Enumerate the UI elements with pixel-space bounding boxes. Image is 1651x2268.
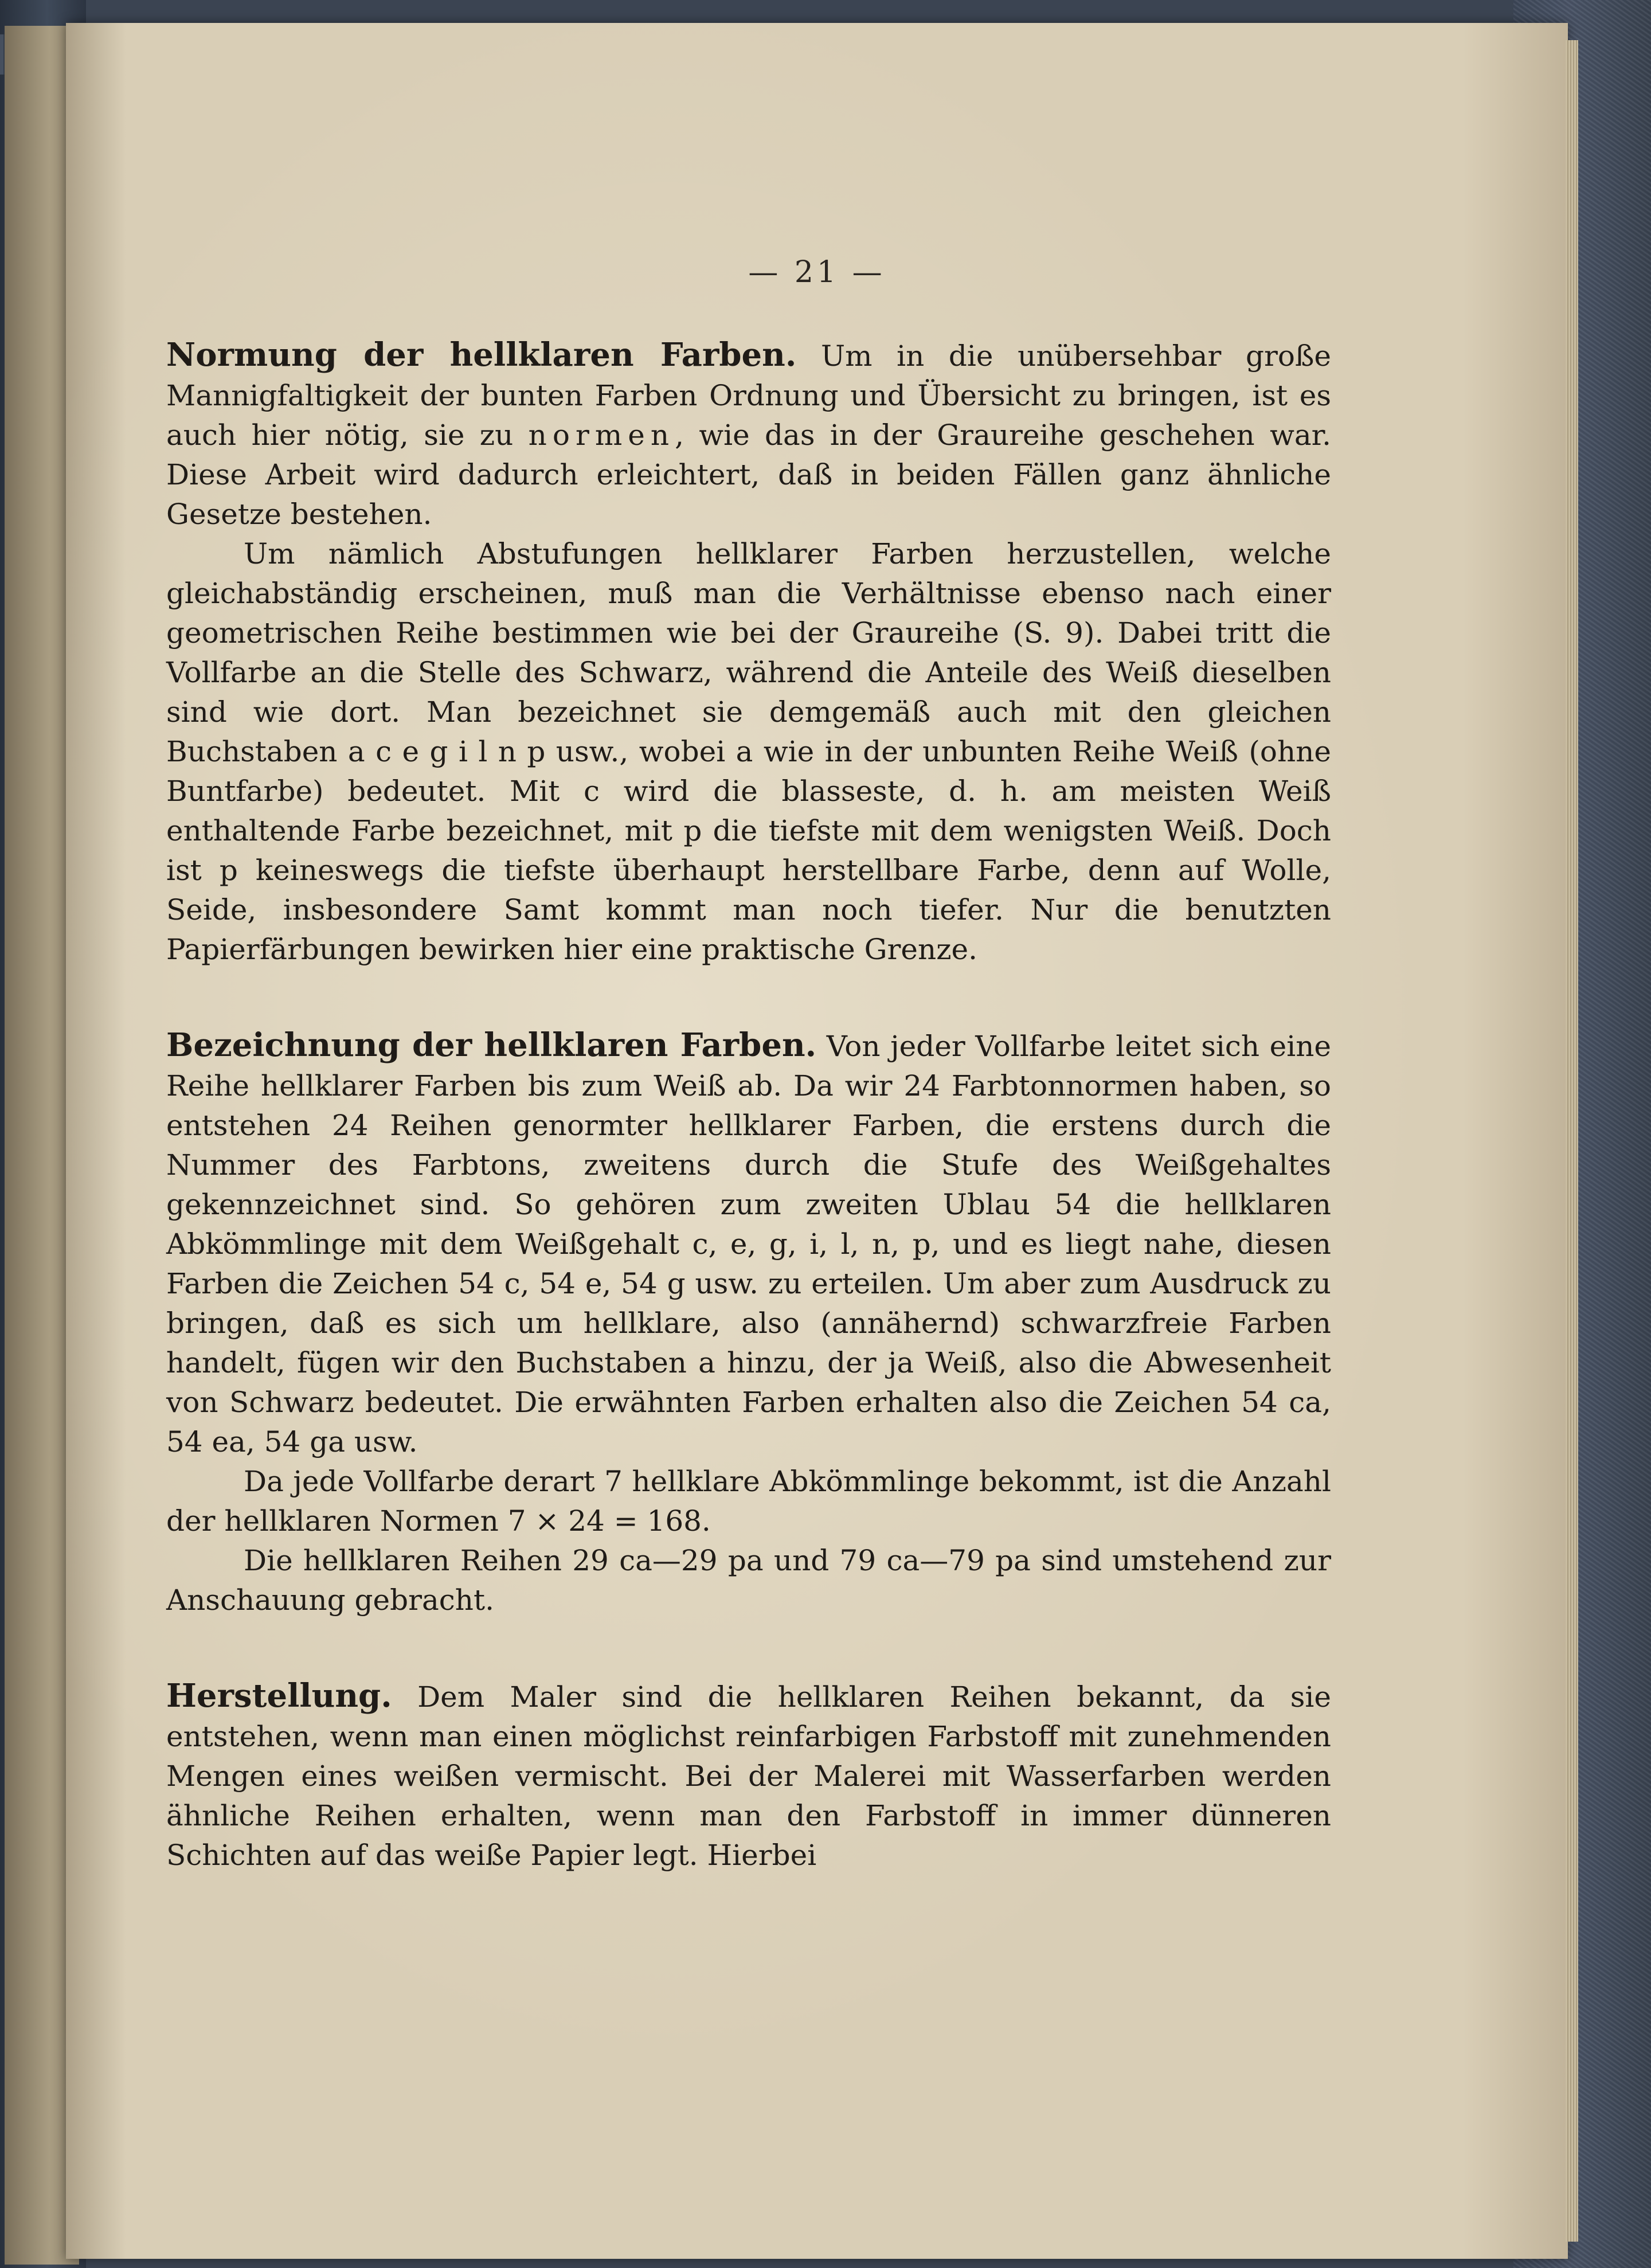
section-heading: Bezeichnung der hellklaren Farben. xyxy=(166,1026,817,1064)
section-heading: Herstellung. xyxy=(166,1677,392,1715)
paragraph xyxy=(166,335,1331,534)
spaced-word: normen xyxy=(528,419,675,452)
paragraph xyxy=(166,1676,1331,1875)
paragraph-text: , wie das in der Graureihe geschehen war. Diese Arbeit wird dadurch erleichtert, daß in beiden Fällen ganz ähnliche Gesetze bestehen. xyxy=(166,419,1331,531)
paragraph: Die hellklaren Reihen 29 ca—29 pa und 79 ca—79 pa sind umstehend zur Anschauung gebracht. xyxy=(166,1544,1331,1617)
paragraph-text: Um in die unübersehbar große Mannigfaltigkeit der bunten Farben Ordnung und Übersicht zu bringen, ist es auch hier nötig, sie zu xyxy=(166,339,1331,452)
page-text xyxy=(166,335,1331,1875)
paragraph: Da jede Vollfarbe derart 7 hellklare Abkömmlinge bekommt, ist die Anzahl der hellklaren Normen 7 × 24 = 168. xyxy=(166,1465,1331,1538)
section-heading: Normung der hellklaren Farben. xyxy=(166,336,797,374)
paragraph-text: Dem Maler sind die hellklaren Reihen bekannt, da sie entstehen, wenn man einen möglichst reinfarbigen Farbstoff mit zunehmenden Mengen eines weißen vermischt. Bei der Malerei mit Wasserfarben werden ähnliche Reihen erhalten, wenn man den Farbstoff in immer dünneren Schichten auf das weiße Papier legt. Hierbei xyxy=(166,1680,1331,1872)
paragraph-text: Von jeder Vollfarbe leitet sich eine Reihe hellklarer Farben bis zum Weiß ab. Da wir 24 Farbtonnormen haben, so entstehen 24 Reihen genormter hellklarer Farben, die erstens durch die Nummer des Farbtons, zweitens durch die Stufe des Weißgehaltes gekennzeichnet sind. So gehören zum zweiten Ublau 54 die hellklaren Abkömmlinge mit dem Weißgehalt c, e, g, i, l, n, p, und es liegt nahe, diesen Farben die Zeichen 54 c, 54 e, 54 g usw. zu erteilen. Um aber zum Ausdruck zu bringen, daß es sich um hellklare, also (annähernd) schwarzfreie Farben handelt, fügen wir den Buchstaben a hinzu, der ja Weiß, also die Abwesenheit von Schwarz bedeutet. Die erwähnten Farben erhalten also die Zeichen 54 ca, 54 ea, 54 ga usw. xyxy=(166,1030,1331,1458)
paragraph xyxy=(166,1026,1331,1462)
page-number: — 21 — xyxy=(748,255,886,290)
paragraph: Um nämlich Abstufungen hellklarer Farben herzustellen, welche gleichabständig erscheinen, muß man die Verhältnisse ebenso nach einer geometrischen Reihe bestimmen wie bei der Graureihe (S. 9). Dabei tritt die Vollfarbe an die Stelle des Schwarz, während die Anteile des Weiß dieselben sind wie dort. Man bezeichnet sie demgemäß auch mit den gleichen Buchstaben a c e g i l n p usw., wobei a wie in der unbunten Reihe Weiß (ohne Buntfarbe) bedeutet. Mit c wird die blasseste, d. h. am meisten Weiß enthaltende Farbe bezeichnet, mit p die tiefste mit dem wenigsten Weiß. Doch ist p keineswegs die tiefste überhaupt herstellbare Farbe, denn auf Wolle, Seide, insbesondere Samt kommt man noch tiefer. Nur die benutzten Papierfärbungen bewirken hier eine praktische Grenze. xyxy=(166,537,1331,966)
book-page xyxy=(66,23,1568,2259)
